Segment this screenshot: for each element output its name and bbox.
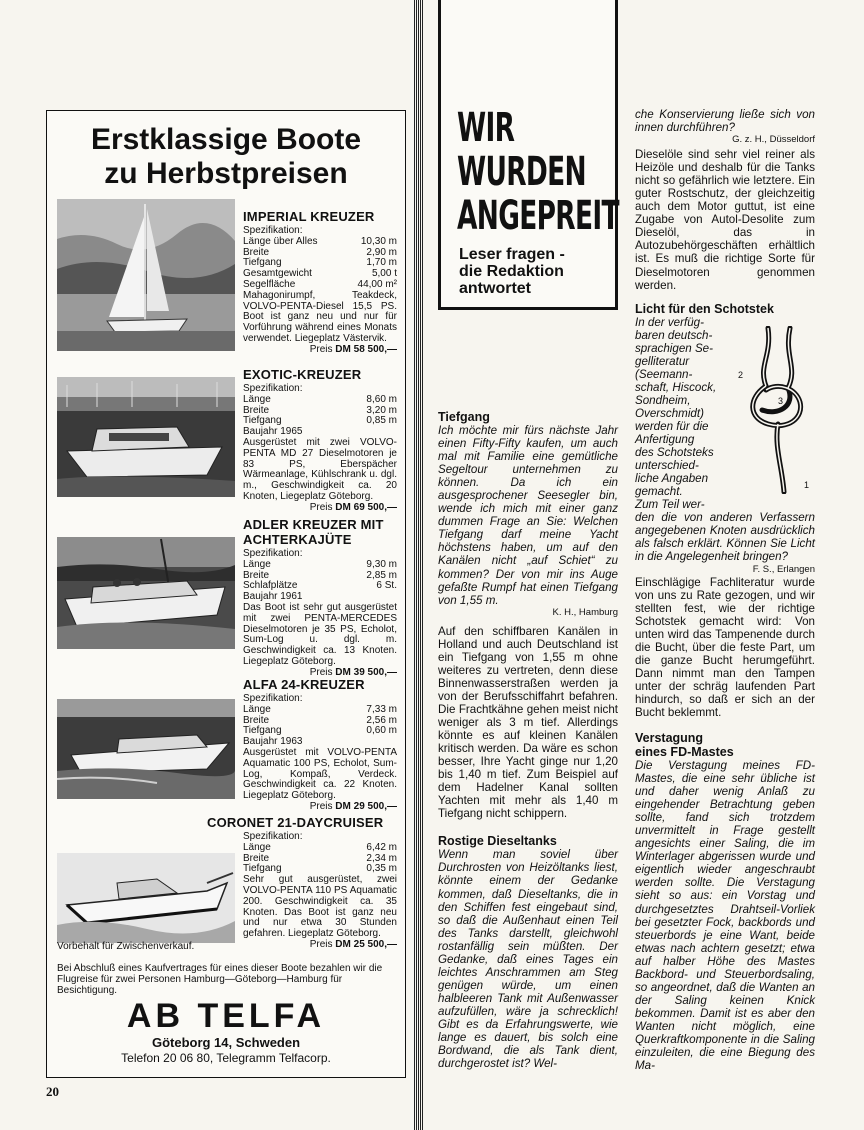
motor-cruiser-photo bbox=[57, 377, 235, 497]
alfa-cruiser-photo bbox=[57, 699, 235, 799]
boat-name: CORONET 21-DAYCRUISER bbox=[207, 815, 384, 830]
question-tiefgang: Ich möchte mir fürs nächste Jahr einen Fifty-Fifty kaufen, um auch mal mit Familie eine gemütliche Segeltour unternehmen zu können. Da ich ein ausgesprochener Seesegler bin, wende ich mich mit einer ganz dummen Frage an Sie: Welchen Tiefgang darf meine Yacht höchstens haben, um auf den Kanälen nicht „auf Schiet“ zu kommen? Der von mir ins Auge gefaßte Rumpf hat einen Tiefgang von 1,55 m. bbox=[438, 424, 618, 607]
boat-price: Preis DM 69 500,— bbox=[309, 501, 397, 513]
aft-cabin-cruiser-photo bbox=[57, 537, 235, 649]
boat-description: Ausgerüstet mit VOLVO-PENTA Aquamatic 100 PS, Echolot, Sum-Log, Kompaß, Verdeck. Geschwindigkeit ca. 22 Knoten. Liegeplatz Göteborg. bbox=[243, 746, 397, 802]
heading-tiefgang: Tiefgang bbox=[438, 410, 490, 424]
column-rail bbox=[414, 0, 423, 1130]
spec-label: Spezifikation: bbox=[243, 548, 303, 559]
boat-spec-exotic bbox=[243, 367, 397, 514]
heading-schotstek: Licht für den Schotstek bbox=[635, 301, 774, 316]
spec-row: Breite 2,85 m bbox=[243, 569, 397, 581]
spec-row: Breite 2,90 m bbox=[243, 246, 397, 258]
ad-title-line2: zu Herbstpreisen bbox=[104, 157, 348, 190]
boat-price: Preis DM 29 500,— bbox=[309, 800, 397, 812]
knot-label: 2 bbox=[738, 370, 744, 380]
boat-spec-adler bbox=[243, 517, 397, 679]
company-contact: Telefon 20 06 80, Telegramm Telfacorp. bbox=[121, 1051, 331, 1065]
column-right bbox=[635, 108, 815, 1072]
knot-label: 1 bbox=[804, 480, 810, 490]
section-heading-box bbox=[438, 0, 618, 310]
boat-spec-coronet bbox=[207, 815, 397, 951]
boat-name: ADLER KREUZER MIT ACHTERKAJÜTE bbox=[243, 517, 384, 547]
spec-row: Baujahr 1965 bbox=[243, 426, 303, 438]
boat-name: ALFA 24-KREUZER bbox=[243, 677, 365, 692]
column-middle bbox=[438, 410, 618, 1070]
question-schotstek-wrapped: In der verfüg- baren deutsch- sprachigen Se- gelliteratur (Seemann- schaft, Hiscock, Sondheim, Overschmidt) werden für die Anfertigung des Schotsteks unterschied- liche Angaben gemacht. Zum Teil wer- bbox=[635, 315, 717, 512]
company-address: Göteborg 14, Schweden bbox=[151, 1035, 301, 1050]
ad-title-line1: Erstklassige Boote bbox=[90, 123, 362, 156]
spec-row: Gesamtgewicht 5,00 t bbox=[243, 268, 397, 280]
question-dieseltanks: Wenn man soviel über Durchrosten von Heizöltanks liest, könnte einem der Gedanke kommen, daß Dieseltanks, die in den Schiffen fest eingebaut sind, so daß die Außenhaut einen Teil des Tanks darstellt, gleichwohl rostanfällig sein müßten. Der Gedanke, daß eines Tages ein leichtes Anschrammen am Steg genügen würde, um einen halbleeren Tank mit Außenwasser aufzufüllen, wäre ja schrecklich! Gibt es da Erfahrungswerte, wie lange es dauert, bis solch eine Bordwand, die als Tank dient, durchgerostet ist? Wel- bbox=[438, 848, 618, 1071]
daycruiser-photo bbox=[57, 853, 235, 943]
boat-advertisement bbox=[46, 110, 406, 1078]
signature: G. z. H., Düsseldorf bbox=[732, 134, 815, 146]
knot-label: 3 bbox=[778, 396, 784, 406]
boat-description: Mahagonirumpf, Teakdeck, VOLVO-PENTA-Diesel 15,5 PS. Boot ist ganz neu und nur für Vorführung während eines Monats verwendet. Liegeplatz Västervik. bbox=[243, 289, 397, 344]
spec-label: Spezifikation: bbox=[243, 831, 303, 842]
spec-row: Breite 3,20 m bbox=[243, 404, 397, 416]
spec-row: Breite 2,56 m bbox=[243, 714, 397, 726]
boat-price: Preis DM 25 500,— bbox=[309, 938, 397, 950]
boat-spec-imperial bbox=[243, 209, 397, 356]
boat-name: IMPERIAL KREUZER bbox=[243, 209, 375, 224]
reservation-note: Vorbehalt für Zwischenverkauf. bbox=[57, 941, 195, 952]
boat-spec-alfa bbox=[243, 677, 397, 813]
question-verstagung: Die Verstagung meines FD-Mastes, die eine sehr übliche ist und daher wenig Anlaß zu eingehender Betrachtung geben sollte, fand sich trotzdem unvermittelt in Frage gestellt angesichts einer Saling, die im Winterlager abgerissen wurde und eigentlich wieder angeschraubt werden sollte. Die Verstagung sieht so aus: ein Vorstag und durchgesetztes Drahtseil-Vorliek bei gesetzter Fock, backbords und steuerbords je eine Want, beide etwas nach achtern gesetzt; etwa auf halber Höhe des Mastes Backbord- und Steuerbordsaling, so angeordnet, daß die Wanten an der Saling keinen Knick bekommen. Damit ist es aber den Wanten nicht möglich, eine Querkraftkomponente in die Saling einzuleiten, die eine Biegung des Ma- bbox=[635, 759, 815, 1073]
spec-row: Baujahr 1963 bbox=[243, 736, 303, 748]
boat-description: Sehr gut ausgerüstet, zwei VOLVO-PENTA 110 PS Aquamatic 200. Geschwindigkeit ca. 35 Knoten. Das Boot ist ganz neu und nur etwa 30 Stunden gefahren. Liegeplatz Göteborg. bbox=[243, 874, 397, 940]
company-name: AB TELFA bbox=[126, 997, 326, 1035]
answer-tiefgang: Auf den schiffbaren Kanälen in Holland und auch Deutschland ist ein Tiefgang von 1,55 m ohne weiteres zu vertreten, denn diese Binnenwasserstraßen werden ja von der Berufsschiffahrt befahren. Die Frachtkähne gehen meist nicht weniger als 3 m tief. Allerdings könnte es auf kleinen Kanälen kritisch werden. Da wäre es schon besser, Ihre Yacht ginge nur 1,20 bis 1,40 m tief. Zum Beispiel auf dem Hadelner Kanal sollten Yachten mit mehr als 1,40 m Tiefgang nicht schippern. bbox=[438, 624, 618, 821]
boat-description: Ausgerüstet mit zwei VOLVO-PENTA MD 27 Dieselmotoren je 83 PS, Eberspächer Wärmeanlage, Kühlschrank u. dgl. m., Geschwindigkeit ca. 20 Knoten, Liegeplatz Göteborg. bbox=[243, 436, 397, 502]
page-number: 20 bbox=[46, 1084, 59, 1099]
flight-note: Bei Abschluß eines Kaufvertrages für eines dieser Boote bezahlen wir die Flugreise für zwei Personen Hamburg—Göteborg—Hamburg für Besichtigung. bbox=[57, 963, 383, 996]
sailboat-photo bbox=[57, 199, 235, 351]
question-schotstek: den die von anderen Verfassern angegebenen Knoten ausdrücklich als falsch erklärt. Können Sie Licht in die Angelegenheit bringen? bbox=[635, 511, 815, 564]
spec-label: Spezifikation: bbox=[243, 225, 303, 236]
heading-verstagung: Verstagung eines FD-Mastes bbox=[635, 731, 734, 760]
boat-name: EXOTIC-KREUZER bbox=[243, 367, 362, 382]
spec-row: Tiefgang 0,35 m bbox=[243, 863, 397, 875]
bowline-knot-diagram bbox=[738, 326, 816, 494]
spec-row: Tiefgang 0,85 m bbox=[243, 415, 397, 427]
question-continued: che Konservierung ließe sich von innen durchführen? bbox=[635, 108, 815, 135]
answer-schotstek: Einschlägige Fachliteratur wurde von uns zu Rate gezogen, und wir stellten fest, wie der richtige Schotstek gemacht wird: Von unten wird das Tampenende durch die Bucht, über die feste Part, um die ganze Bucht herumgeführt. Dann nimmt man den Tampen unter der schräg laufenden Part hindurch, so daß er sich an der Bucht beklemmt. bbox=[635, 575, 815, 719]
heading-dieseltanks: Rostige Dieseltanks bbox=[438, 834, 557, 849]
spec-row: Tiefgang 0,60 m bbox=[243, 725, 397, 737]
spec-row: Schlafplätze 6 St. bbox=[243, 580, 397, 592]
spec-row: Länge 6,42 m bbox=[243, 841, 397, 853]
boat-price: Preis DM 58 500,— bbox=[309, 343, 397, 355]
spec-row: Segelfläche 44,00 m² bbox=[243, 278, 397, 290]
spec-row: Baujahr 1961 bbox=[243, 591, 303, 603]
section-subtitle: Leser fragen - die Redaktion antwortet bbox=[459, 246, 565, 297]
answer-dieseltanks: Dieselöle sind sehr viel reiner als Heizöle und deshalb für die Tanks nicht so gefährlich wie letztere. Ein guter Rostschutz, der gleichzeitig auch dem Motor guttut, ist eine Zugabe von Autol-Desolite zum Dieselöl, das in Autozubehörgeschäften erhältlich ist. Es muß die richtige Sorte für Dieselmotoren genommen werden. bbox=[635, 148, 815, 292]
spec-label: Spezifikation: bbox=[243, 693, 303, 704]
signature: K. H., Hamburg bbox=[552, 606, 618, 618]
spec-row: Länge 8,60 m bbox=[243, 393, 397, 405]
section-title: WIR WURDEN ANGEPREIT bbox=[457, 105, 619, 239]
signature: F. S., Erlangen bbox=[752, 563, 815, 575]
spec-row: Länge 9,30 m bbox=[243, 558, 397, 570]
spec-row: Breite 2,34 m bbox=[243, 852, 397, 864]
spec-row: Tiefgang 1,70 m bbox=[243, 257, 397, 269]
spec-row: Länge 7,33 m bbox=[243, 703, 397, 715]
spec-row: Länge über Alles 10,30 m bbox=[243, 235, 397, 247]
spec-label: Spezifikation: bbox=[243, 383, 303, 394]
boat-description: Das Boot ist sehr gut ausgerüstet mit zwei PENTA-MERCEDES Dieselmotoren je 35 PS, Echolot, Sum-Log u. dgl. m. Geschwindigkeit ca. 13 Knoten. Liegeplatz Göteborg. bbox=[243, 601, 397, 667]
boat-price: Preis DM 39 500,— bbox=[309, 666, 397, 678]
